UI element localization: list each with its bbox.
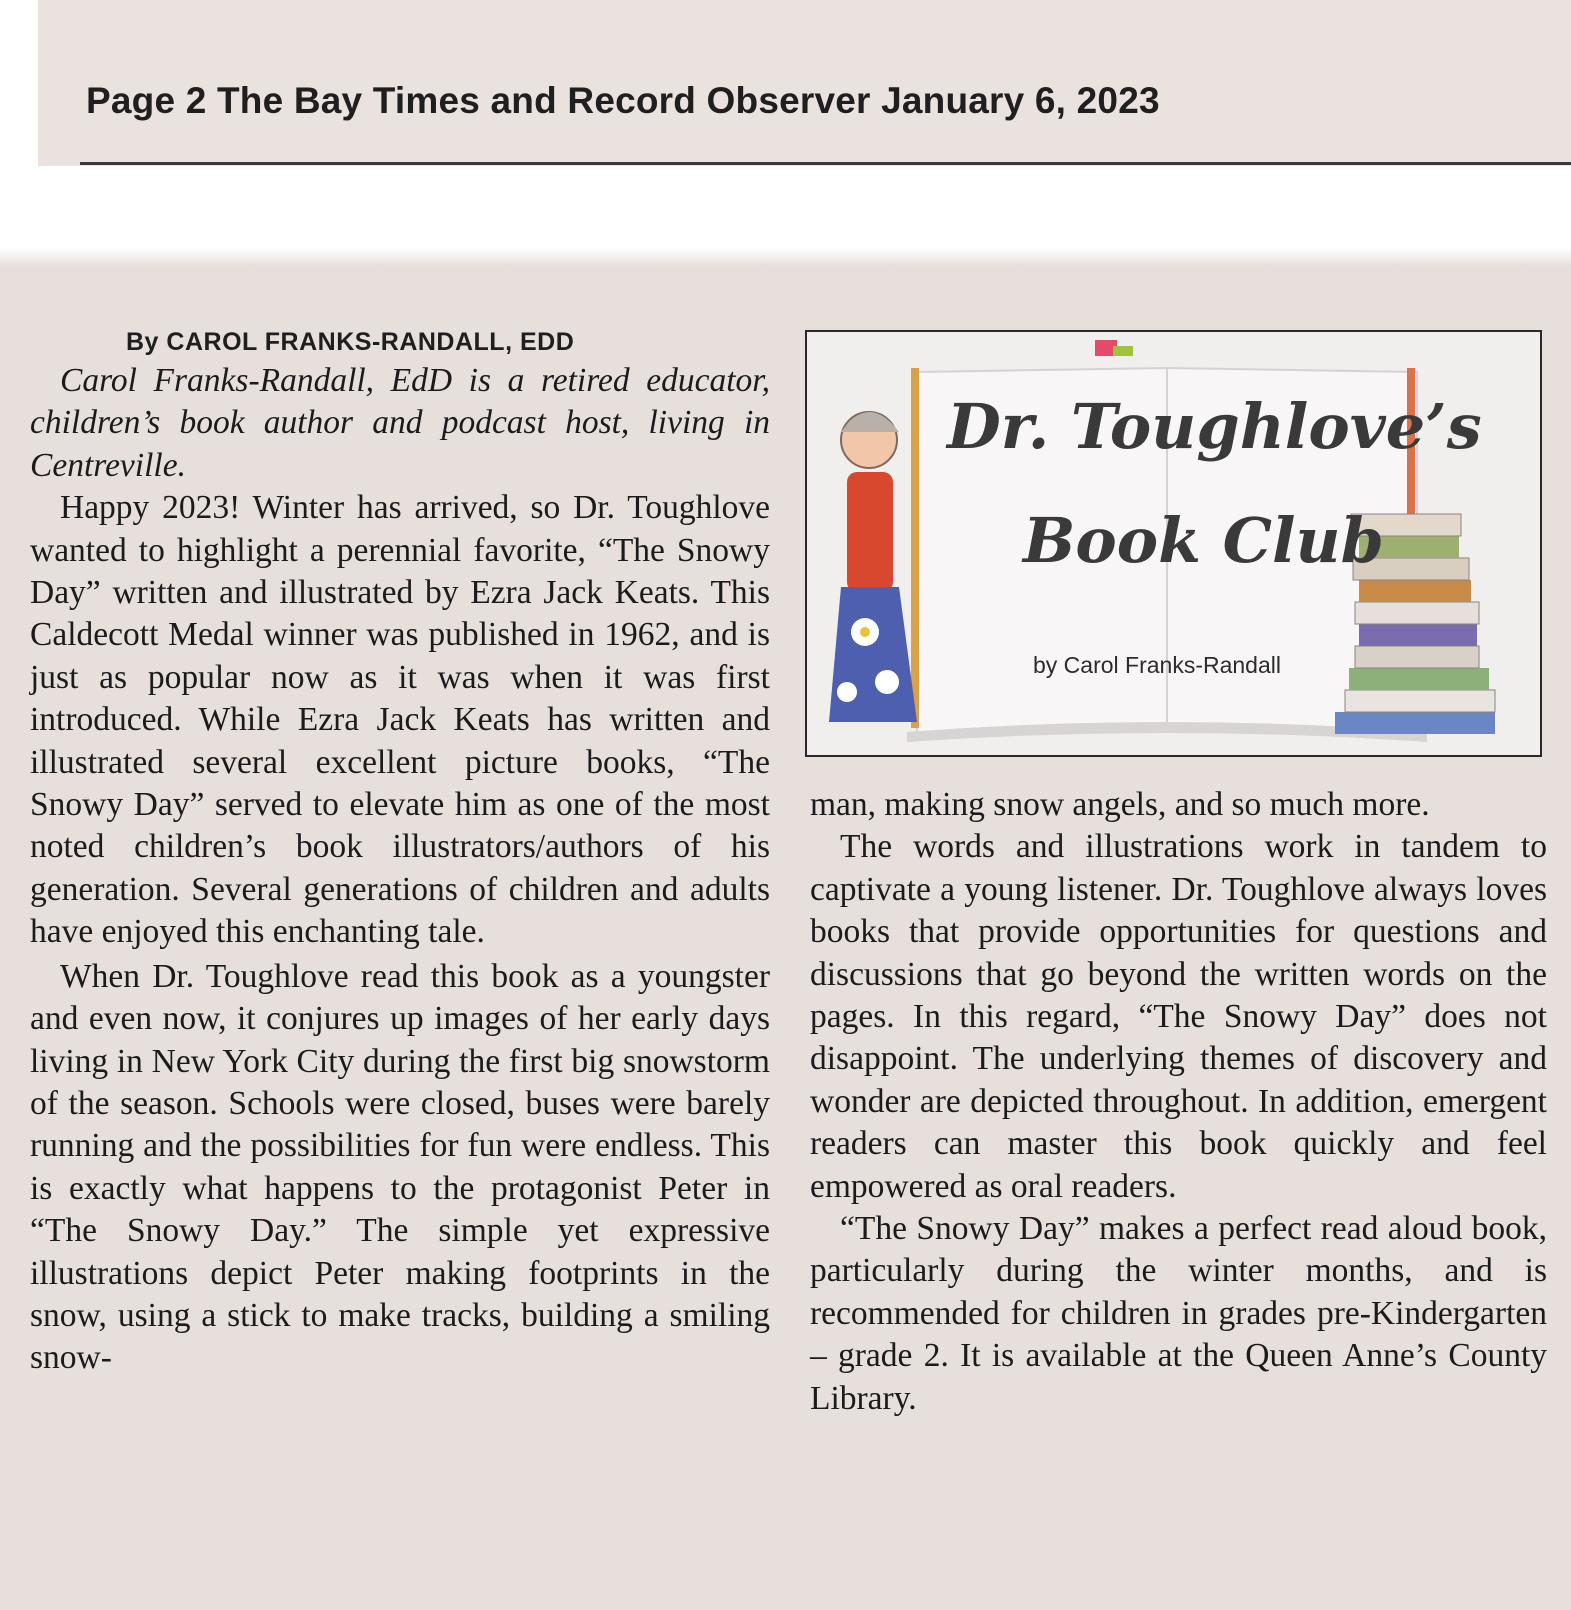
header-rule — [80, 162, 1571, 165]
article-byline: By CAROL FRANKS-RANDALL, EDD — [126, 328, 575, 356]
paragraph-4: “The Snowy Day” makes a perfect read aloud book, particularly during the winter months, and is recommended for children in grades pre-Kindergarten – grade 2. It is available at the Queen Anne’s County Library. — [810, 1210, 1547, 1417]
article-column-2 — [810, 784, 1547, 1420]
book-club-logo — [805, 330, 1542, 757]
page-header: Page 2 The Bay Times and Record Observer January 6, 2023 — [86, 80, 1160, 121]
logo-byline: by Carol Franks-Randall — [1033, 652, 1281, 678]
logo-title-line-2: Book Club — [1023, 504, 1384, 577]
paragraph-1: Happy 2023! Winter has arrived, so Dr. Toughlove wanted to highlight a perennial favorite, “The Snowy Day” written and illustrated by Ezra Jack Keats. This Caldecott Medal winner was published in 1962, and is just as popular now as it was when it was first introduced. While Ezra Jack Keats has written and illustrated several excellent picture books, “The Snowy Day” served to elevate him as one of the most noted children’s book illustrators/authors of his generation. Several generations of children and adults have enjoyed this enchanting tale. — [30, 489, 770, 951]
clipping-edge — [0, 248, 1571, 266]
paragraph-2: When Dr. Toughlove read this book as a youngster and even now, it conjures up images of her early days living in New York City during the first big snowstorm of the season. Schools were closed, buses were barely running and the possibilities for fun were endless. This is exactly what happens to the protagonist Peter in “The Snowy Day.” The simple yet expressive illustrations depict Peter making footprints in the snow, using a stick to make tracks, building a smiling snow- — [30, 957, 770, 1377]
paragraph-2-continued: man, making snow angels, and so much more. — [810, 786, 1430, 823]
paragraph-3: The words and illustrations work in tandem to captivate a young listener. Dr. Toughlove always loves books that provide opportunities for questions and discussions that go beyond the written words on the pages. In this regard, “The Snowy Day” does not disappoint. The underlying themes of discovery and wonder are depicted throughout. In addition, emergent readers can master this book quickly and feel empowered as oral readers. — [810, 828, 1547, 1205]
logo-title-line-1: Dr. Toughlove’s — [947, 390, 1482, 463]
author-bio: Carol Franks-Randall, EdD is a retired educator, children’s book author and podcast host, living in Centreville. — [30, 362, 770, 484]
article-column-1 — [30, 324, 770, 1380]
